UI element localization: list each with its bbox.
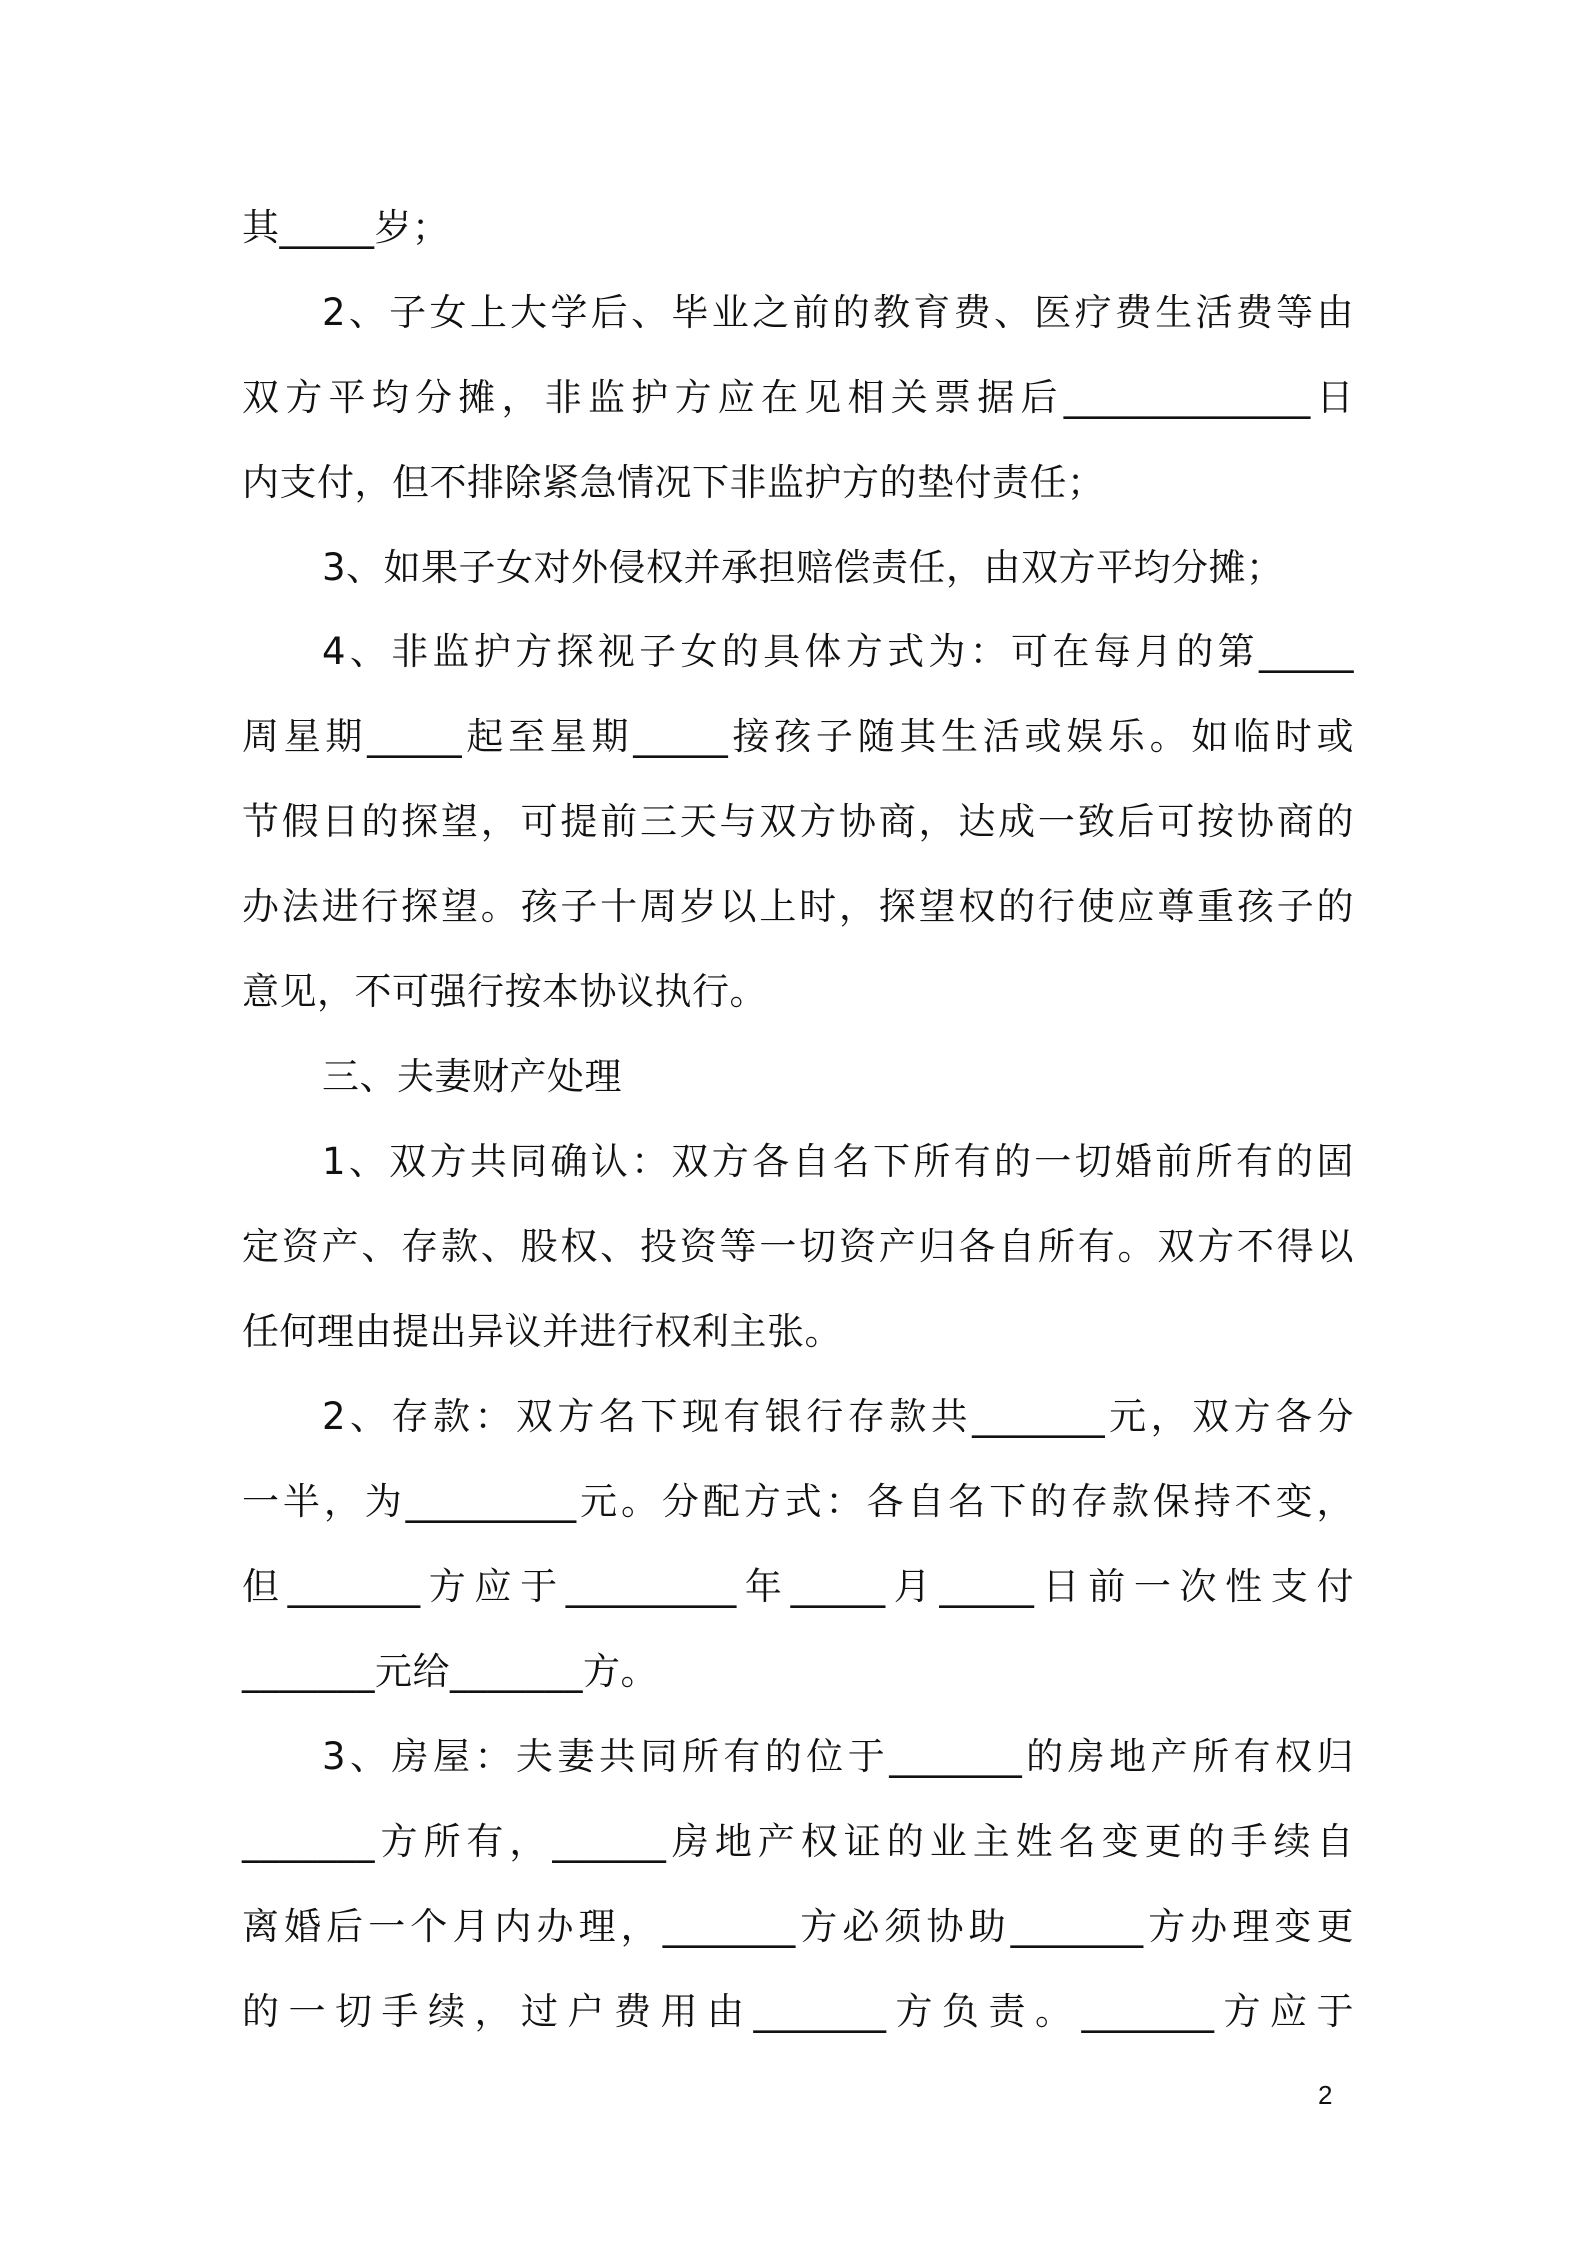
text-line: 办法进行探望。孩子十周岁以上时，探望权的行使应尊重孩子的 bbox=[242, 885, 1354, 928]
text-line: 4、非监护方探视子女的具体方式为：可在每月的第_____ bbox=[322, 630, 1354, 673]
section-heading: 三、夫妻财产处理 bbox=[322, 1055, 622, 1098]
text-line: 内支付，但不排除紧急情况下非监护方的垫付责任； bbox=[242, 461, 1105, 504]
text-line: 离婚后一个月内办理，_______方必须协助_______方办理变更 bbox=[242, 1905, 1354, 1948]
text-line: 的一切手续，过户费用由_______方负责。_______方应于 bbox=[242, 1990, 1354, 2033]
text-line: _______方所有，______房地产权证的业主姓名变更的手续自 bbox=[242, 1820, 1354, 1863]
text-line: 意见，不可强行按本协议执行。 bbox=[242, 970, 767, 1013]
text-line: 2、存款：双方名下现有银行存款共_______元，双方各分 bbox=[322, 1395, 1354, 1438]
text-line: 其_____岁； bbox=[242, 206, 450, 249]
text-line: 任何理由提出异议并进行权利主张。 bbox=[242, 1310, 842, 1353]
text-line: 3、房屋：夫妻共同所有的位于_______的房地产所有权归 bbox=[322, 1735, 1354, 1778]
text-line: _______元给_______方。 bbox=[242, 1650, 658, 1693]
text-line: 3、如果子女对外侵权并承担赔偿责任，由双方平均分摊； bbox=[322, 546, 1284, 589]
text-line: 双方平均分摊，非监护方应在见相关票据后_____________日 bbox=[242, 376, 1354, 419]
text-line: 周星期_____起至星期_____接孩子随其生活或娱乐。如临时或 bbox=[242, 715, 1354, 758]
text-line: 一半，为_________元。分配方式：各自名下的存款保持不变， bbox=[242, 1480, 1354, 1523]
text-line: 1、双方共同确认：双方各自名下所有的一切婚前所有的固 bbox=[322, 1140, 1354, 1183]
text-line: 节假日的探望，可提前三天与双方协商，达成一致后可按协商的 bbox=[242, 800, 1354, 843]
page-number: 2 bbox=[1318, 2080, 1333, 2110]
text-line: 但_______方应于_________年_____月_____日前一次性支付 bbox=[242, 1565, 1354, 1608]
text-line: 定资产、存款、股权、投资等一切资产归各自所有。双方不得以 bbox=[242, 1225, 1354, 1268]
text-line: 2、子女上大学后、毕业之前的教育费、医疗费生活费等由 bbox=[322, 291, 1354, 334]
